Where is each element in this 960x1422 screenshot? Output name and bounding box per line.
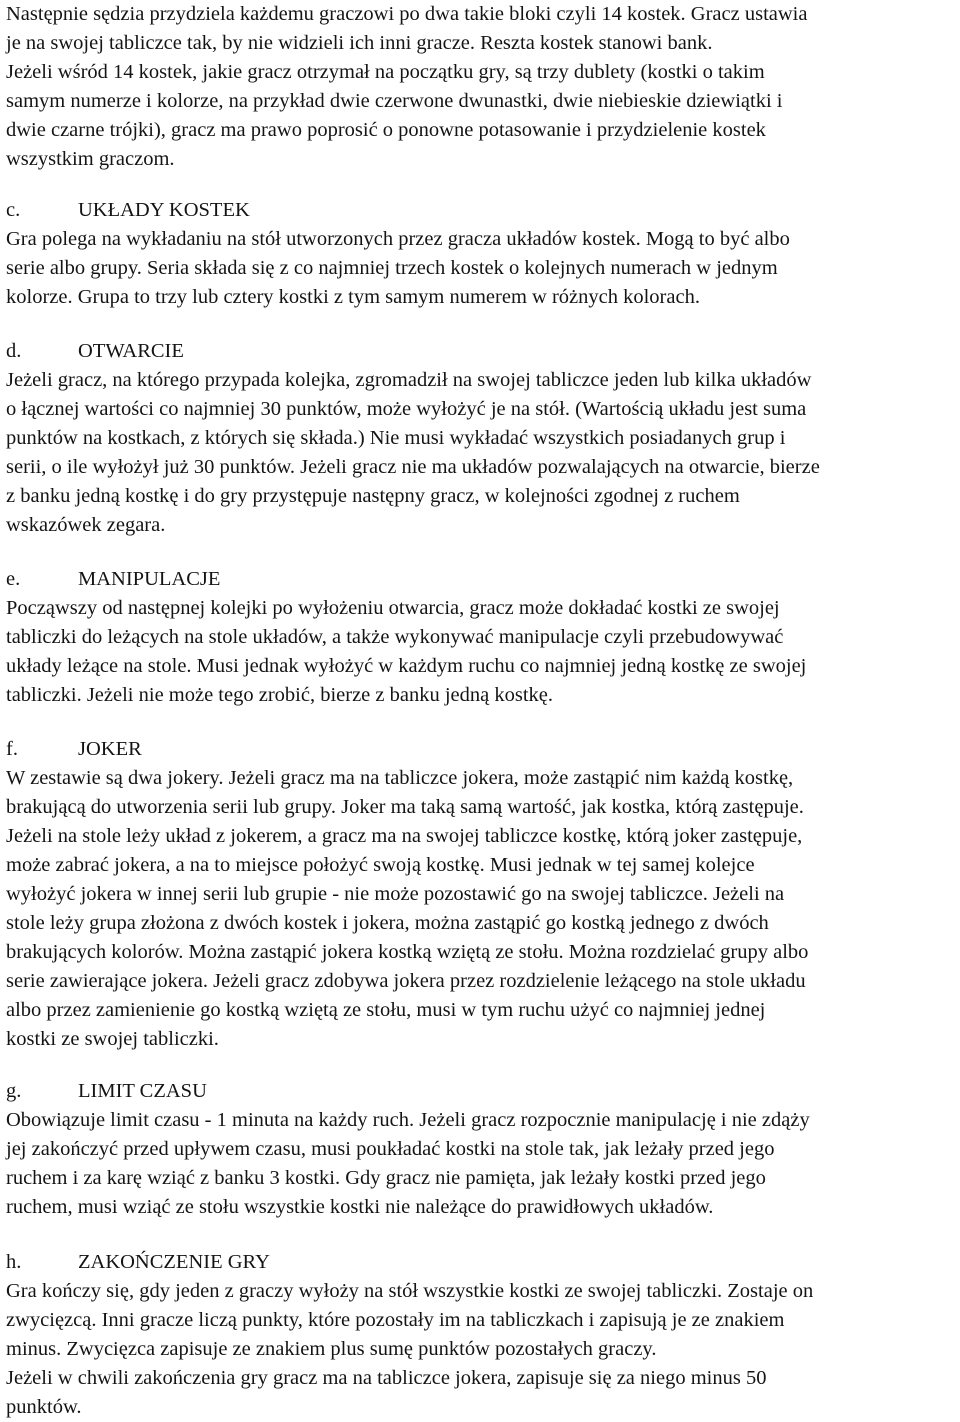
intro-line: je na swojej tabliczce tak, by nie widzieli ich inni gracze. Reszta kostek stanowi bank. xyxy=(6,32,713,54)
body-line: układy leżące na stole. Musi jednak wyłożyć w każdym ruchu co najmniej jedną kostkę ze swojej xyxy=(6,655,807,677)
section-title: JOKER xyxy=(78,738,142,760)
body-line: Obowiązuje limit czasu - 1 minuta na każdy ruch. Jeżeli gracz rozpocznie manipulację i nie zdąży xyxy=(6,1109,810,1131)
body-line: kolorze. Grupa to trzy lub cztery kostki z tym samym numerem w różnych kolorach. xyxy=(6,286,700,308)
body-line: może zabrać jokera, a na to miejsce położyć swoją kostkę. Musi jednak w tej samej kolejce xyxy=(6,854,755,876)
section-title: UKŁADY KOSTEK xyxy=(78,199,250,221)
section-title: MANIPULACJE xyxy=(78,568,221,590)
body-line: tabliczki do leżących na stole układów, a także wykonywać manipulacje czyli przebudowywać xyxy=(6,626,784,648)
body-line: zwycięzcą. Inni gracze liczą punkty, które pozostały im na tabliczkach i zapisują je ze znakiem xyxy=(6,1309,785,1331)
section-heading-d xyxy=(6,337,184,366)
section-letter: g. xyxy=(6,1080,22,1102)
body-line: brakującą do utworzenia serii lub grupy. Joker ma taką samą wartość, jak kostka, którą zastępuje. xyxy=(6,796,804,818)
body-line: o łącznej wartości co najmniej 30 punktów, może wyłożyć je na stół. (Wartością układu jest suma xyxy=(6,398,807,420)
body-line: brakujących kolorów. Można zastąpić jokera kostką wziętą ze stołu. Można rozdzielać grupy albo xyxy=(6,941,809,963)
section-title: ZAKOŃCZENIE GRY xyxy=(78,1251,270,1273)
section-body-g xyxy=(6,1106,956,1222)
section-letter: h. xyxy=(6,1251,22,1273)
section-letter: d. xyxy=(6,340,22,362)
intro-line: Jeżeli wśród 14 kostek, jakie gracz otrzymał na początku gry, są trzy dublety (kostki o takim xyxy=(6,61,765,83)
body-line: Gra kończy się, gdy jeden z graczy wyłoży na stół wszystkie kostki ze swojej tabliczki. Zostaje on xyxy=(6,1280,814,1302)
intro-line: samym numerze i kolorze, na przykład dwie czerwone dwunastki, dwie niebieskie dziewiątki i xyxy=(6,90,783,112)
section-title: OTWARCIE xyxy=(78,340,184,362)
body-line: Jeżeli w chwili zakończenia gry gracz ma na tabliczce jokera, zapisuje się za niego minus 50 xyxy=(6,1367,767,1389)
section-body-e xyxy=(6,594,956,710)
body-line: kostki ze swojej tabliczki. xyxy=(6,1028,219,1050)
section-heading-e xyxy=(6,565,220,594)
intro-line: dwie czarne trójki), gracz ma prawo poprosić o ponowne potasowanie i przydzielenie kostek xyxy=(6,119,766,141)
intro-line: Następnie sędzia przydziela każdemu graczowi po dwa takie bloki czyli 14 kostek. Gracz ustawia xyxy=(6,3,808,25)
body-line: Jeżeli na stole leży układ z jokerem, a gracz ma na swojej tabliczce kostkę, którą joker zastępuje, xyxy=(6,825,803,847)
body-line: jej zakończyć przed upływem czasu, musi poukładać kostki na stole tak, jak leżały przed jego xyxy=(6,1138,775,1160)
body-line: W zestawie są dwa jokery. Jeżeli gracz ma na tabliczce jokera, może zastąpić nim każdą kostkę, xyxy=(6,767,794,789)
body-line: wyłożyć jokera w innej serii lub grupie - nie może pozostawić go na swojej tabliczce. Jeżeli na xyxy=(6,883,785,905)
body-line: ruchem, musi wziąć ze stołu wszystkie kostki nie należące do prawidłowych układów. xyxy=(6,1196,714,1218)
body-line: wskazówek zegara. xyxy=(6,514,166,536)
body-line: serii, o ile wyłożył już 30 punktów. Jeżeli gracz nie ma układów pozwalających na otwarcie, bierze xyxy=(6,456,820,478)
body-line: minus. Zwycięzca zapisuje ze znakiem plus sumę punktów pozostałych graczy. xyxy=(6,1338,657,1360)
section-heading-g xyxy=(6,1077,207,1106)
section-letter: f. xyxy=(6,738,18,760)
body-line: serie zawierające jokera. Jeżeli gracz zdobywa jokera przez rozdzielenie leżącego na stole układu xyxy=(6,970,806,992)
body-line: punktów. xyxy=(6,1396,82,1418)
section-body-h xyxy=(6,1277,956,1422)
body-line: stole leży grupa złożona z dwóch kostek i jokera, można zastąpić go kostką jednego z dwóch xyxy=(6,912,769,934)
body-line: punktów na kostkach, z których się składa.) Nie musi wykładać wszystkich posiadanych grup i xyxy=(6,427,786,449)
section-body-d xyxy=(6,366,956,540)
body-line: Jeżeli gracz, na którego przypada kolejka, zgromadził na swojej tabliczce jeden lub kilka układów xyxy=(6,369,812,391)
section-body-c xyxy=(6,225,956,312)
body-line: tabliczki. Jeżeli nie może tego zrobić, bierze z banku jedną kostkę. xyxy=(6,684,554,706)
body-line: ruchem i za karę wziąć z banku 3 kostki. Gdy gracz nie pamięta, jak leżały kostki przed jego xyxy=(6,1167,766,1189)
body-line: Począwszy od następnej kolejki po wyłożeniu otwarcia, gracz może dokładać kostki ze swojej xyxy=(6,597,780,619)
section-body-f xyxy=(6,764,956,1054)
body-line: albo przez zamienienie go kostką wziętą ze stołu, musi w tym ruchu użyć co najmniej jednej xyxy=(6,999,766,1021)
intro-paragraph xyxy=(6,0,956,174)
section-title: LIMIT CZASU xyxy=(78,1080,207,1102)
body-line: z banku jedną kostkę i do gry przystępuje następny gracz, w kolejności zgodnej z ruchem xyxy=(6,485,740,507)
body-line: serie albo grupy. Seria składa się z co najmniej trzech kostek o kolejnych numerach w jednym xyxy=(6,257,778,279)
section-letter: c. xyxy=(6,199,21,221)
section-letter: e. xyxy=(6,568,21,590)
intro-line: wszystkim graczom. xyxy=(6,148,175,170)
section-heading-f xyxy=(6,735,142,764)
section-heading-c xyxy=(6,196,250,225)
section-heading-h xyxy=(6,1248,270,1277)
body-line: Gra polega na wykładaniu na stół utworzonych przez gracza układów kostek. Mogą to być albo xyxy=(6,228,790,250)
